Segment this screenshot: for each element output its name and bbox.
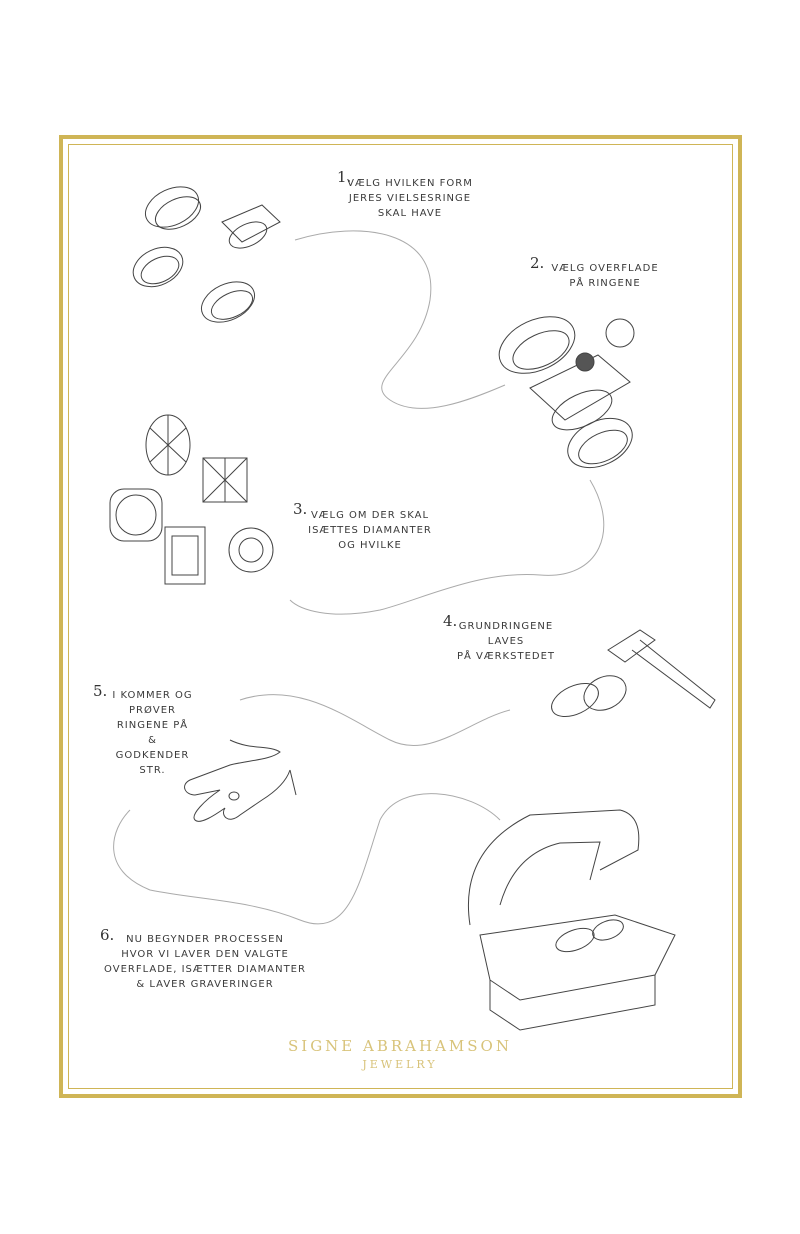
ring-shapes-icon (127, 179, 280, 330)
step-5-number: 5. (93, 682, 108, 700)
step-6-number: 6. (100, 926, 115, 944)
step-6-line: NU BEGYNDER PROCESSEN (126, 934, 284, 945)
diamond-shapes-icon (110, 415, 273, 584)
step-6-line: HVOR VI LAVER DEN VALGTE (121, 949, 289, 960)
step-1-text (340, 176, 480, 221)
path-curve-1 (295, 231, 505, 409)
step-2-text (545, 261, 665, 291)
path-curve-4 (114, 794, 500, 924)
step-1-line: JERES VIELSESRINGE (348, 193, 472, 204)
step-5-line: STR. (139, 765, 166, 776)
step-6-line: & LAVER GRAVERINGER (136, 979, 274, 990)
step-5-text (100, 688, 205, 778)
workshop-hammer-icon (546, 630, 715, 723)
step-5-line: PRØVER (129, 705, 176, 716)
step-4-number: 4. (443, 612, 458, 630)
brand-name: SIGNE ABRAHAMSON (288, 1037, 512, 1055)
step-3-number: 3. (293, 500, 308, 518)
step-5-line: RINGENE PÅ (116, 720, 189, 731)
path-curve-3 (240, 695, 510, 746)
step-3-line: OG HVILKE (338, 540, 402, 551)
step-1-line: SKAL HAVE (377, 208, 443, 219)
step-4-line: GRUNDRINGENE (458, 621, 554, 632)
step-3-line: ISÆTTES DIAMANTER (308, 525, 432, 536)
step-2-line: VÆLG OVERFLADE (551, 263, 659, 274)
step-3-text (300, 508, 440, 553)
step-3-line: VÆLG OM DER SKAL (310, 510, 430, 521)
ring-surface-icon (490, 305, 640, 477)
step-5-line: GODKENDER (115, 750, 190, 761)
step-5-line: & (148, 735, 157, 746)
step-4-line: PÅ VÆRKSTEDET (456, 651, 556, 662)
step-4-text (446, 619, 566, 664)
ring-box-icon (468, 810, 675, 1030)
brand-subtitle: JEWELRY (362, 1058, 438, 1071)
step-6-text (100, 932, 310, 992)
step-2-line: PÅ RINGENE (569, 278, 641, 289)
step-2-number: 2. (530, 254, 545, 272)
step-1-line: VÆLG HVILKEN FORM (347, 178, 473, 189)
step-6-line: OVERFLADE, ISÆTTER DIAMANTER (104, 964, 306, 975)
step-1-number: 1. (337, 168, 352, 186)
step-4-line: LAVES (487, 636, 525, 647)
step-5-line: I KOMMER OG (112, 690, 193, 701)
